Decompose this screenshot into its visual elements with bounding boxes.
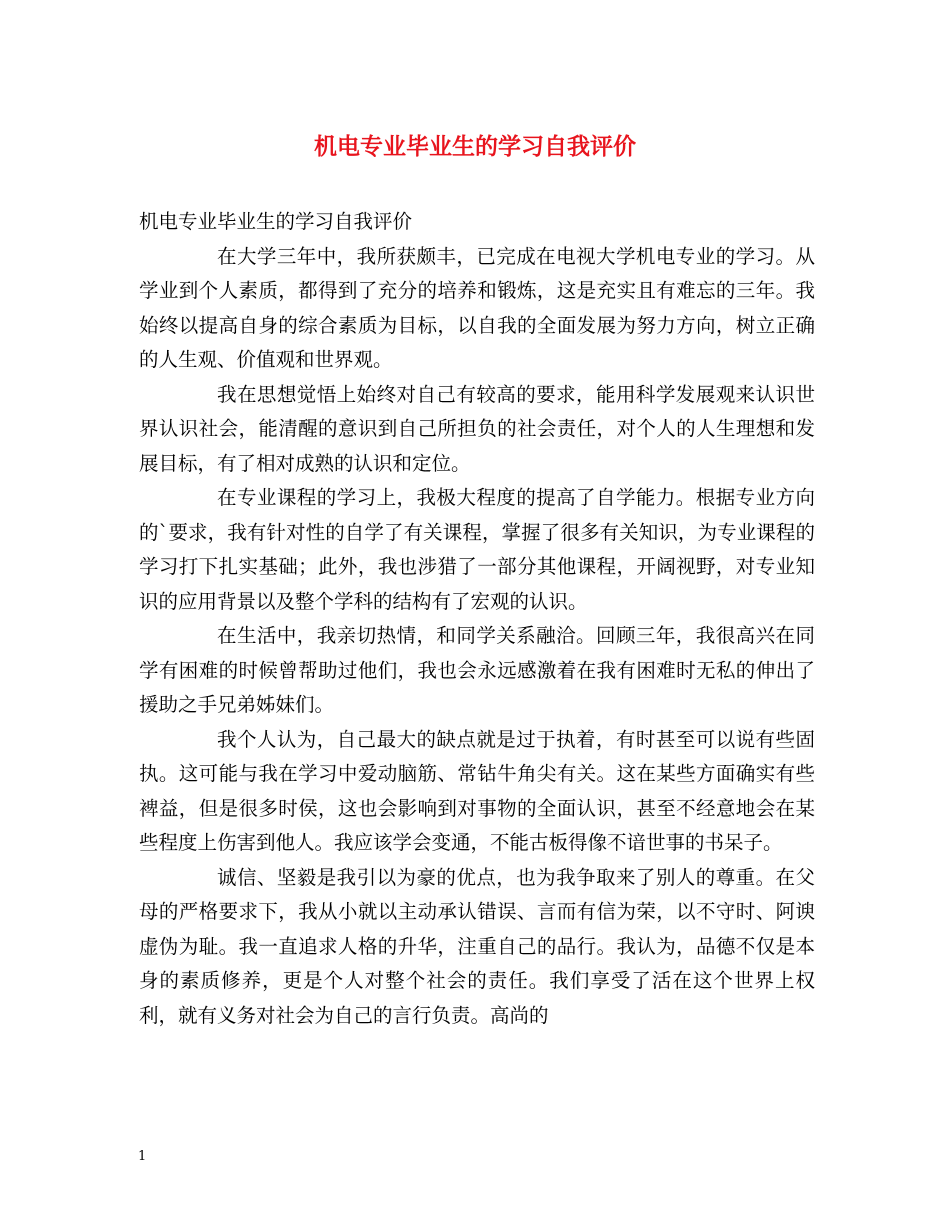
- paragraph-3: 在专业课程的学习上，我极大程度的提高了自学能力。根据专业方向的`要求，我有针对性的自学了有关课程，掌握了很多有关知识，为专业课程的学习打下扎实基础；此外，我也涉猎了一部分其他课程，开阔视野，对专业知识的应用背景以及整个学科的结构有了宏观的认识。: [139, 486, 815, 613]
- document-subtitle: 机电专业毕业生的学习自我评价: [139, 210, 413, 233]
- page-number: 1: [138, 1149, 147, 1164]
- paragraph-1: 在大学三年中，我所获颇丰，已完成在电视大学机电专业的学习。从学业到个人素质，都得到了充分的培养和锻炼，这是充实且有难忘的三年。我始终以提高自身的综合素质为目标，以自我的全面发展为努力方向，树立正确的人生观、价值观和世界观。: [139, 244, 815, 371]
- paragraph-4: 在生活中，我亲切热情，和同学关系融洽。回顾三年，我很高兴在同学有困难的时候曾帮助过他们，我也会永远感激着在我有困难时无私的伸出了援助之手兄弟姊妹们。: [139, 624, 815, 716]
- paragraph-2: 我在思想觉悟上始终对自己有较高的要求，能用科学发展观来认识世界认识社会，能清醒的意识到自己所担负的社会责任，对个人的人生理想和发展目标，有了相对成熟的认识和定位。: [139, 382, 815, 475]
- document-body: [139, 205, 815, 1033]
- paragraph-5: 我个人认为，自己最大的缺点就是过于执着，有时甚至可以说有些固执。这可能与我在学习中爱动脑筋、常钻牛角尖有关。这在某些方面确实有些裨益，但是很多时侯，这也会影响到对事物的全面认识，甚至不经意地会在某些程度上伤害到他人。我应该学会变通，不能古板得像不谙世事的书呆子。: [139, 727, 815, 854]
- paragraph-6: 诚信、坚毅是我引以为豪的优点，也为我争取来了别人的尊重。在父母的严格要求下，我从小就以主动承认错误、言而有信为荣，以不守时、阿谀虚伪为耻。我一直追求人格的升华，注重自己的品行。我认为，品德不仅是本身的素质修养，更是个人对整个社会的责任。我们享受了活在这个世界上权利，就有义务对社会为自己的言行负责。高尚的: [139, 865, 815, 1027]
- document-title: 机电专业毕业生的学习自我评价: [314, 133, 636, 160]
